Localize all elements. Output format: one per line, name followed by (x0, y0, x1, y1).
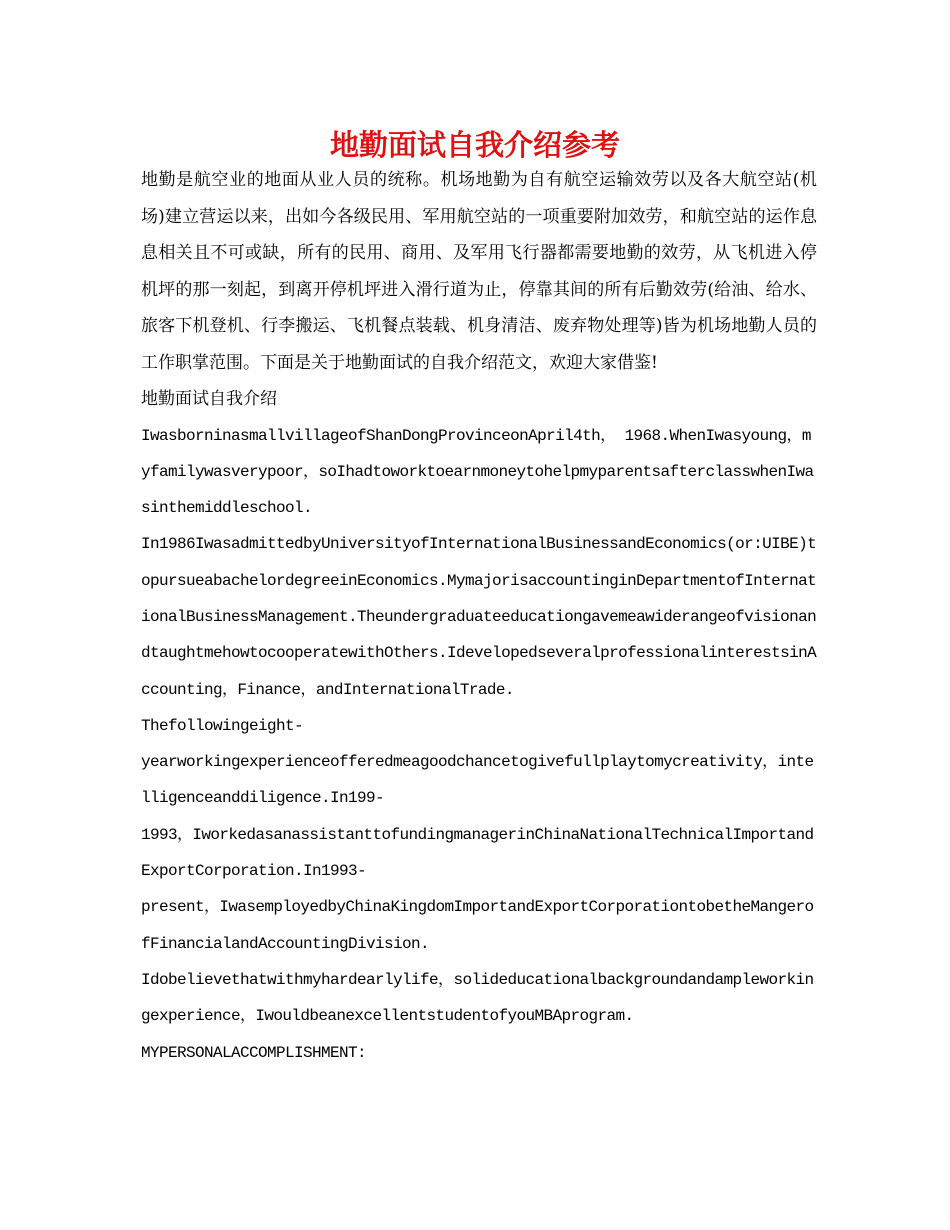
body-paragraph: present，IwasemployedbyChinaKingdomImportandExportCorporationtobetheMangerofFinancialandAccountingDivision. (141, 898, 814, 953)
body-paragraph: In1986IwasadmittedbyUniversityofInternationalBusinessandEconomics(or:UIBE)topursueabachelordegreeinEconomics.MymajorisaccountinginDepartmentofInternationalBusinessManagement.TheundergraduateeducationgavemeawiderangeofvisionandtaughtmehowtocooperatewithOthers.IdevelopedseveralprofessionalinterestsinAccounting，Finance，andInternationalTrade. (141, 535, 817, 699)
body-paragraph: yearworkingexperienceofferedmeagoodchancetogivefullplaytomycreativity，intelligenceanddiligence.In199- (141, 753, 814, 808)
body-paragraph: MYPERSONALACCOMPLISHMENT: (141, 1043, 367, 1062)
body-paragraph: 1993，IworkedasanassistanttofundingmanagerinChinaNationalTechnicalImportandExportCorporation.In1993- (141, 825, 814, 881)
body-paragraph: Idobelievethatwithmyhardearlylife，solideducationalbackgroundandampleworkingexperience，IwouldbeanexcellentstudentofyouMBAprogram. (141, 970, 814, 1026)
document-body (141, 162, 817, 1071)
body-paragraph: Thefollowingeight- (141, 716, 304, 735)
section-heading: 地勤面试自我介绍 (141, 389, 277, 409)
document-title: 地勤面试自我介绍参考 (329, 128, 620, 162)
body-paragraph: IwasborninasmallvillageofShanDongProvinceonApril4th， 1968.WhenIwasyoung，myfamilywasverypoor，soIhadtoworktoearnmoneytohelpmyparentsafterclasswhenIwasinthemiddleschool. (141, 426, 814, 518)
intro-paragraph: 地勤是航空业的地面从业人员的统称。机场地勤为自有航空运输效劳以及各大航空站(机场)建立营运以来，出如今各级民用、军用航空站的一项重要附加效劳，和航空站的运作息息相关且不可或缺，所有的民用、商用、及军用飞行器都需要地勤的效劳，从飞机进入停机坪的那一刻起，到离开停机坪进入滑行道为止，停靠其间的所有后勤效劳(给油、给水、旅客下机登机、行李搬运、飞机餐点装载、机身清洁、废弃物处理等)皆为机场地勤人员的工作职掌范围。下面是关于地勤面试的自我介绍范文，欢迎大家借鉴! (141, 170, 817, 373)
